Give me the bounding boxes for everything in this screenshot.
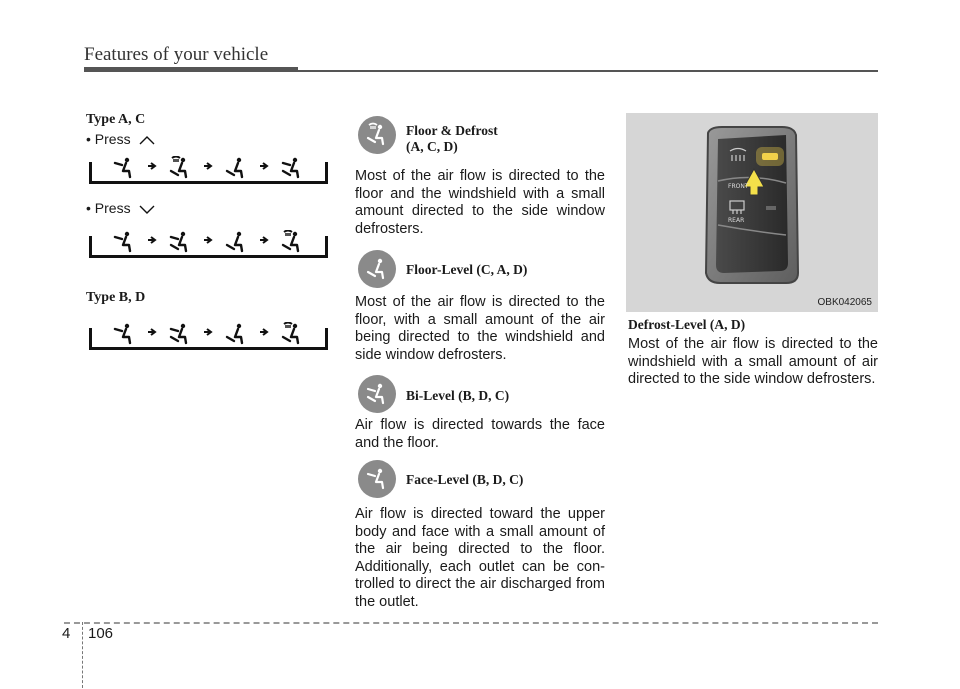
sequence-mode-bi-level-icon xyxy=(171,324,186,343)
sequence-arrow-icon xyxy=(148,329,155,335)
face-level-text: Air flow is directed toward the upper body and face with a small amount of the air being directed to the floor. Additionally, each outlet can be con- trolled to direct the air discharged from the outlet. xyxy=(355,506,605,610)
rear-label: REAR xyxy=(728,217,745,224)
sequence-mode-floor-icon xyxy=(227,158,242,177)
sequence-mode-face-icon xyxy=(115,158,130,177)
sequence-mode-bi-level-icon xyxy=(171,232,186,251)
floor-defrost-title-line2: (A, C, D) xyxy=(406,139,458,154)
face-level-title: Face-Level (B, D, C) xyxy=(406,472,524,487)
defrost-level-text: Most of the air flow is directed to the windshield with a small amount of air directed to the side window defrosters. xyxy=(628,336,878,387)
sequence-mode-floor-defrost-icon xyxy=(283,231,298,252)
sequence-arrow-icon xyxy=(204,237,211,243)
sequence-mode-floor-icon xyxy=(227,324,242,343)
photo-code: OBK042065 xyxy=(817,297,872,308)
sequence-arrow-icon xyxy=(260,329,267,335)
sequence-arrow-icon xyxy=(260,163,267,169)
footer-rule xyxy=(64,622,878,624)
press-up-label: • Press xyxy=(86,131,131,147)
defrost-level-title: Defrost-Level (A, D) xyxy=(628,317,746,332)
sequence-mode-face-icon xyxy=(115,232,130,251)
press-down-label: • Press xyxy=(86,200,131,216)
floor-defrost-text: Most of the air flow is directed to the floor and the windshield with a small amount directed to the side window defrosters. xyxy=(355,168,605,237)
sequence-mode-floor-defrost-icon xyxy=(171,157,186,178)
sequence-mode-face-icon xyxy=(115,324,130,343)
front-label: FRONT xyxy=(728,183,749,190)
floor-defrost-title-line1: Floor & Defrost xyxy=(406,123,498,138)
defrost-switch-photo xyxy=(626,113,878,312)
chevron-up-icon xyxy=(138,134,156,146)
type-bd-heading: Type B, D xyxy=(86,290,146,305)
sequence-mode-floor-defrost-icon xyxy=(283,323,298,344)
floor-level-text: Most of the air flow is directed to the floor, with a small amount of the air being directed to the windshield and side window defrosters. xyxy=(355,294,605,363)
sequence-arrow-icon xyxy=(148,237,155,243)
floor-defrost-title xyxy=(406,123,498,155)
type-ac-heading: Type A, C xyxy=(86,112,146,127)
floor-level-title: Floor-Level (C, A, D) xyxy=(406,262,528,277)
sequence-mode-bi-level-icon xyxy=(283,158,298,177)
sequence-icons xyxy=(86,230,330,254)
face-level-icon xyxy=(357,459,397,504)
sequence-arrow-icon xyxy=(260,237,267,243)
sequence-arrow-icon xyxy=(204,329,211,335)
floor-level-icon xyxy=(357,249,397,294)
sequence-icons xyxy=(86,156,330,180)
header-title: Features of your vehicle xyxy=(84,44,269,65)
header-rule-thin xyxy=(298,70,878,72)
mode-sequence-ac-down xyxy=(86,232,330,258)
chevron-down-icon xyxy=(138,203,156,215)
press-down-text xyxy=(86,200,156,216)
section-number: 4 xyxy=(62,625,71,642)
mode-sequence-ac-up xyxy=(86,158,330,184)
sequence-arrow-icon xyxy=(204,163,211,169)
mode-sequence-bd xyxy=(86,324,330,350)
sequence-mode-floor-icon xyxy=(227,232,242,251)
bi-level-title: Bi-Level (B, D, C) xyxy=(406,388,510,403)
sequence-arrow-icon xyxy=(148,163,155,169)
sequence-icons xyxy=(86,322,330,346)
press-up-text xyxy=(86,131,156,147)
bi-level-text: Air flow is directed towards the face and the floor. xyxy=(355,417,605,451)
floor-defrost-icon xyxy=(357,115,397,160)
defrost-switch-illustration xyxy=(626,113,878,312)
header-rule-thick xyxy=(84,67,298,72)
bi-level-icon xyxy=(357,374,397,419)
page-number: 106 xyxy=(88,625,114,642)
footer-divider xyxy=(82,622,83,688)
